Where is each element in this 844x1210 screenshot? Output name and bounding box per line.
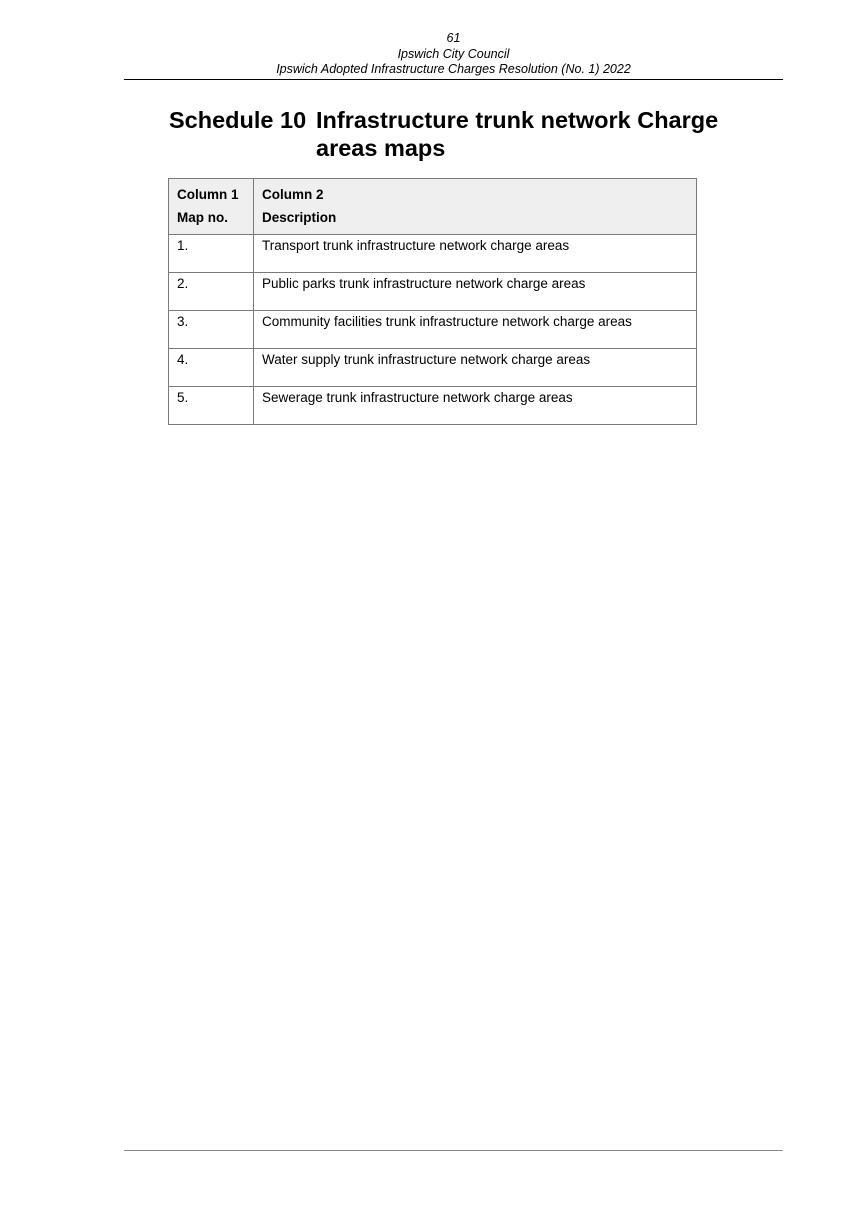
description-cell: Public parks trunk infrastructure network charge areas bbox=[254, 273, 697, 311]
description-cell: Water supply trunk infrastructure network charge areas bbox=[254, 349, 697, 387]
page-number: 61 bbox=[446, 31, 461, 45]
column-2-label: Column 2 bbox=[262, 187, 324, 202]
schedule-heading bbox=[169, 106, 769, 162]
schedule-title: Infrastructure trunk network Charge areas maps bbox=[316, 107, 719, 161]
schedule-number: Schedule 10 bbox=[169, 107, 307, 133]
table-header-row bbox=[169, 179, 697, 235]
document-title: Ipswich Adopted Infrastructure Charges Resolution (No. 1) 2022 bbox=[276, 62, 631, 76]
council-name: Ipswich City Council bbox=[397, 46, 510, 61]
map-no-cell: 5. bbox=[169, 387, 254, 425]
schedule-table bbox=[168, 178, 697, 425]
column-1-title: Map no. bbox=[177, 210, 228, 225]
column-2-title: Description bbox=[262, 210, 337, 225]
column-1-label: Column 1 bbox=[177, 187, 239, 202]
description-cell: Community facilities trunk infrastructure network charge areas bbox=[254, 311, 697, 349]
page-header bbox=[124, 31, 783, 78]
footer-rule bbox=[124, 1150, 783, 1151]
table-row bbox=[169, 349, 697, 387]
column-2-header bbox=[254, 179, 697, 235]
map-no-cell: 1. bbox=[169, 235, 254, 273]
table-row bbox=[169, 273, 697, 311]
map-no-cell: 2. bbox=[169, 273, 254, 311]
description-cell: Sewerage trunk infrastructure network charge areas bbox=[254, 387, 697, 425]
map-no-cell: 4. bbox=[169, 349, 254, 387]
table-row bbox=[169, 311, 697, 349]
map-no-cell: 3. bbox=[169, 311, 254, 349]
header-rule bbox=[124, 79, 783, 80]
table-row bbox=[169, 235, 697, 273]
description-cell: Transport trunk infrastructure network charge areas bbox=[254, 235, 697, 273]
table-row bbox=[169, 387, 697, 425]
column-1-header bbox=[169, 179, 254, 235]
